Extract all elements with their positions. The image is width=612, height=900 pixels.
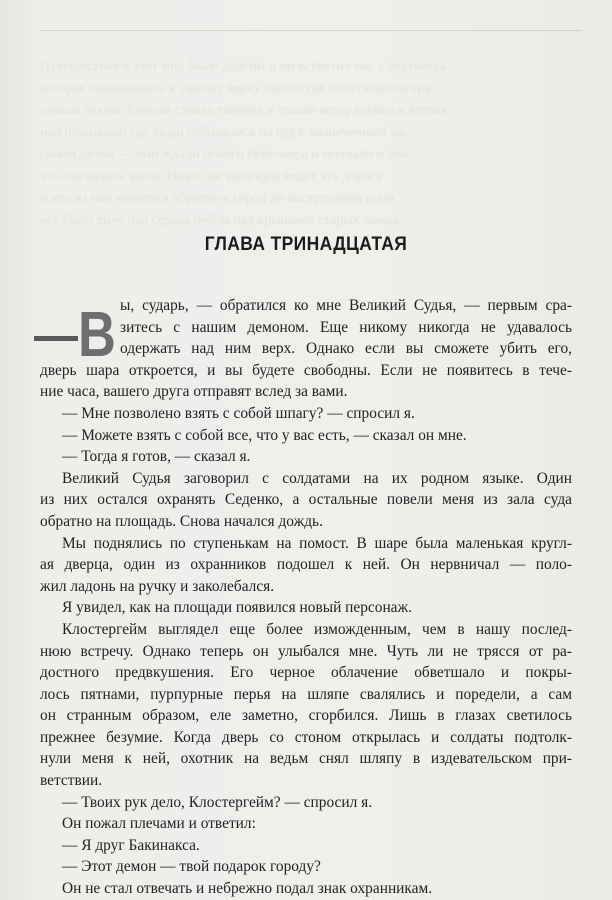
text-line: Я увидел, как на площади появился новый персонаж. [62,599,412,617]
text-line: — Тогда я готов, — сказал я. [62,448,251,466]
text-line: жил ладонь на ручку и заколебался. [40,577,275,595]
paragraph [40,425,572,447]
running-head [40,12,582,26]
paragraph [40,878,572,900]
text-line: дверь шара откроется, и вы будете свободны. Если не появитесь в тече- [40,361,572,379]
text-line: достного предвкушения. Его черное облачение обветшало и покры- [40,664,572,682]
text-line: Мы поднялись по ступенькам на помост. В шаре была маленькая кругл- [62,534,572,552]
header-rule [40,30,582,31]
text-line: он странным образом, еле заметно, сгорбился. Лишь в глазах светилось [40,707,572,725]
body-text [40,295,572,900]
text-line: Великий Судья заговорил с солдатами на их родном языке. Один [62,469,572,487]
text-line: из них остался охранять Седенко, а остальные повели меня из зала суда [40,491,572,509]
drop-cap-letter: В [78,298,116,370]
text-line: лось пятнами, пурпурные перья на шляпе свалялись и поредели, а сам [40,685,572,703]
text-line: — Можете взять с собой все, что у вас есть, — сказал он мне. [62,426,467,444]
paragraph [40,446,572,468]
paragraph [40,403,572,425]
paragraph [40,835,572,857]
text-line: Клостергейм выглядел еще более изможденным, чем в нашу послед- [62,620,572,638]
paragraph [40,295,572,403]
text-line: ние часа, вашего друга отправят вслед за вами. [40,383,348,401]
text-line: — Твоих рук дело, Клостергейм? — спросил я. [62,793,373,811]
text-line: ы, сударь, — обратился ко мне Великий Судья, — первым сра- [120,297,572,314]
paragraph [40,468,572,533]
text-line: — Этот демон — твой подарок городу? [62,858,321,876]
paragraph [40,533,572,598]
text-line: ветствии. [40,772,103,790]
paragraph [40,856,572,878]
paragraph [40,619,572,792]
text-line: — Я друг Бакинакса. [62,836,200,854]
paragraph [40,813,572,835]
text-line: зитесь с нашим демоном. Еще никому никогда не удавалось [120,318,572,336]
paragraph [40,597,572,619]
text-line: обратно на площадь. Снова начался дождь. [40,512,323,530]
bleed-through-text: Путешествие в этот мир было долгим и он встретил нас у лестницы которая поднималась к самому верху башни где стоял наш лагерь самым тихим. Кругом стояла тишина и только ветер шумел в ветвях над площадью где люди собирались на суд в назначенный час своим делом — они ждали нового приговора и молчали о том что случилось здесь. Никто не знал куда ведет эта дорога и кто из них вернется обратно в город до наступления ночи все было тихо под серым небом над крышами старых домов [40,59,448,228]
text-line: ая дверца, один из охранников подошел к ней. Он нервничал — поло- [40,556,572,574]
text-line: нули меня к ней, охотник на ведьм снял шляпу в издевательском при- [40,750,572,768]
text-line: — Мне позволено взять с собой шпагу? — спросил я. [62,404,415,422]
text-line: одержать над ним верх. Однако если вы сможете убить его, [120,340,572,358]
text-line: Он пожал плечами и ответил: [62,815,256,833]
text-line: прежнее безумие. Когда дверь со стоном открылась и солдаты подтолк- [40,728,572,746]
paragraph [40,792,572,814]
text-line: нюю встречу. Однако теперь он улыбался мне. Чуть ли не трясся от ра- [40,642,572,660]
text-line: Он не стал отвечать и небрежно подал знак охранникам. [62,880,433,898]
chapter-title: ГЛАВА ТРИНАДЦАТАЯ [204,234,408,255]
